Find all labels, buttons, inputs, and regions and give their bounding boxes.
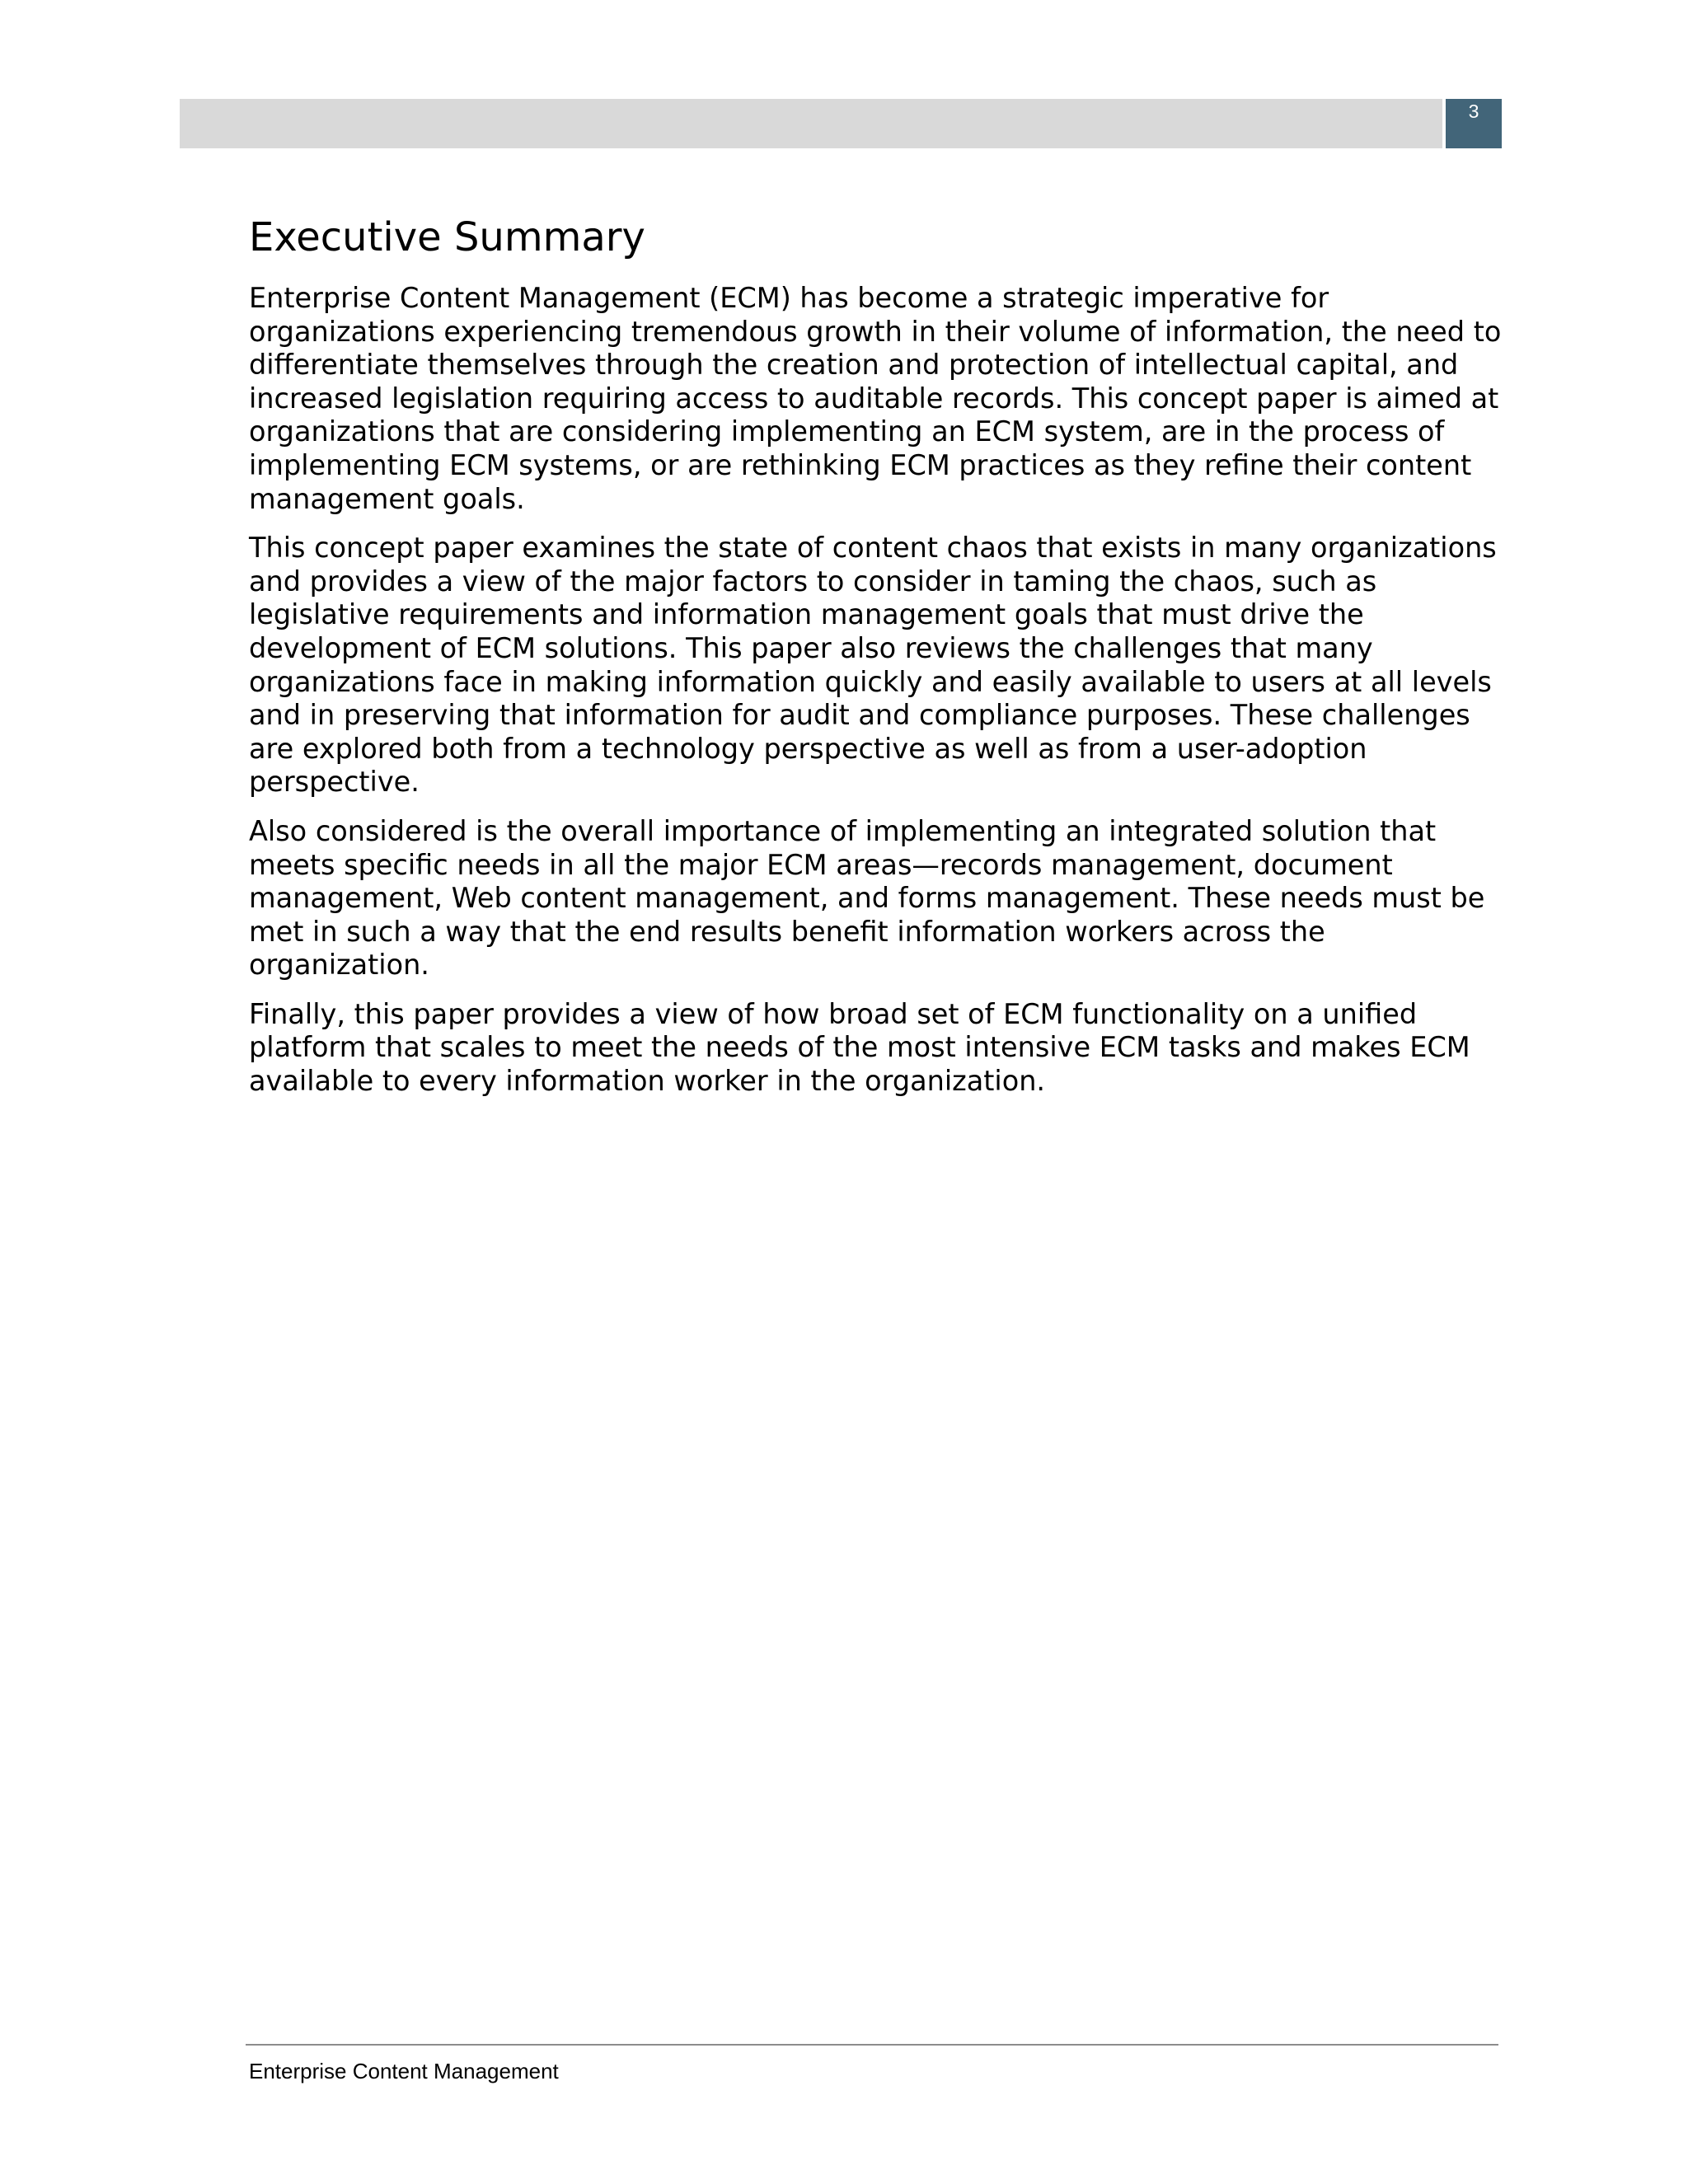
page-title: Executive Summary [249, 214, 645, 260]
paragraph-4: Finally, this paper provides a view of how broad set of ECM functionality on a unified platform that scales to meet the needs of the most intensive ECM tasks and makes ECM available to every information worker in the organization. [249, 997, 1470, 1098]
footer-title: Enterprise Content Management [249, 2059, 559, 2083]
paragraph-1: Enterprise Content Management (ECM) has become a strategic imperative for organizations experiencing tremendous growth in their volume of information, the need to differentiate themselves through the creation and protection of intellectual capital, and increased legislation requiring access to auditable records. This concept paper is aimed at organizations that are considering implementing an ECM system, are in the process of implementing ECM systems, or are rethinking ECM practices as they refine their content management goals. [249, 282, 1502, 515]
header-band [180, 99, 1442, 148]
paragraph-2: This concept paper examines the state of content chaos that exists in many organizations and provides a view of the major factors to consider in taming the chaos, such as legislative requirements and information management goals that must drive the development of ECM solutions. This paper also reviews the challenges that many organizations face in making information quickly and easily available to users at all levels and in preserving that information for audit and compliance purposes. These challenges are explored both from a technology perspective as well as from a user-adoption perspective. [249, 532, 1497, 799]
main-content [249, 213, 1502, 1114]
footer-divider [246, 2044, 1498, 2046]
page-number: 3 [1446, 99, 1502, 148]
paragraph-3: Also considered is the overall importance of implementing an integrated solution that meets specific needs in all the major ECM areas—records management, document management, Web content management, and forms management. These needs must be met in such a way that the end results benefit information workers across the organization. [249, 814, 1485, 982]
